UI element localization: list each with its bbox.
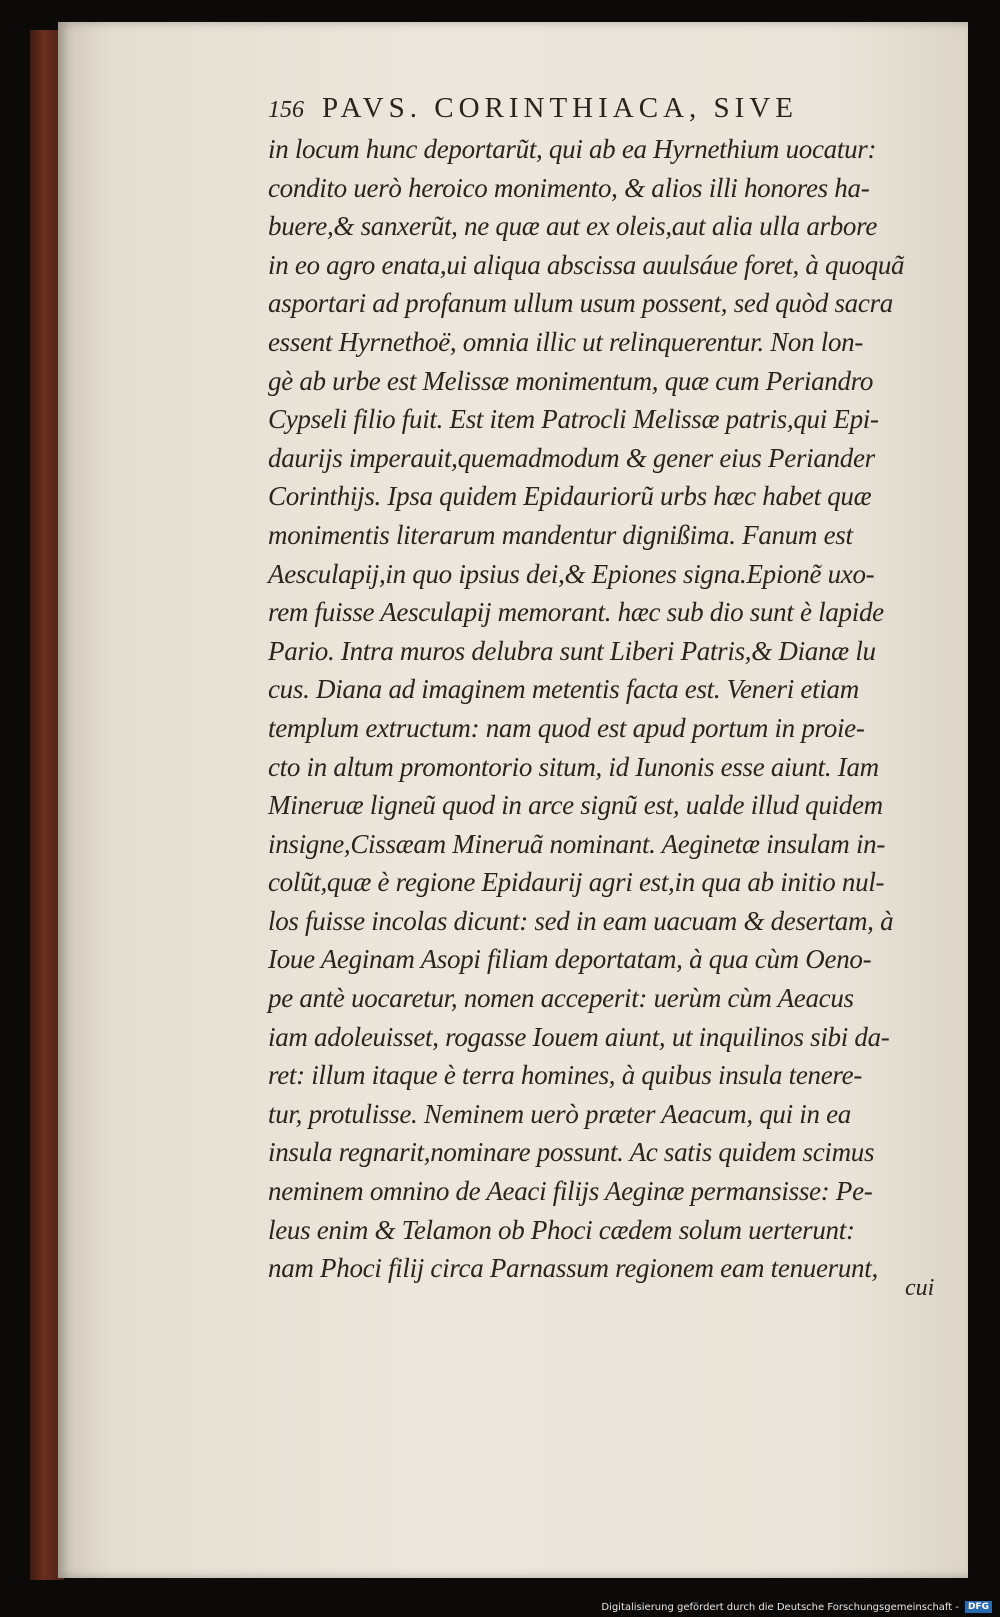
text-line: Aesculapij,in quo ipsius dei,& Epiones signa.Epionẽ uxo- (268, 558, 875, 589)
text-line: cus. Diana ad imaginem metentis facta est. Veneri etiam (268, 674, 859, 705)
text-line: daurijs imperauit,quemadmodum & gener eius Periander (268, 442, 875, 473)
text-line: rem fuisse Aesculapij memorant. hæc sub dio sunt è lapide (268, 597, 884, 628)
catchword: cui (905, 1275, 935, 1301)
text-line: iam adoleuisset, rogasse Iouem aiunt, ut inquilinos sibi da- (268, 1021, 890, 1052)
text-line: Pario. Intra muros delubra sunt Liberi Patris,& Dianæ lu (268, 635, 876, 666)
text-line: Corinthijs. Ipsa quidem Epidauriorũ urbs hæc habet quæ (268, 481, 872, 512)
text-line: pe antè uocaretur, nomen acceperit: uerùm cùm Aeacus (268, 983, 854, 1014)
text-line: Ioue Aeginam Asopi filiam deportatam, à qua cùm Oeno- (268, 944, 872, 975)
digitization-footer (0, 1597, 1000, 1617)
text-line: insigne,Cissæam Mineruã nominant. Aeginetæ insulam in- (268, 828, 886, 859)
text-line: gè ab urbe est Melissæ monimentum, quæ cum Periandro (268, 365, 874, 396)
text-line: ret: illum itaque è terra homines, à quibus insula tenere- (268, 1060, 863, 1091)
text-line: leus enim & Telamon ob Phoci cædem solum uerterunt: (268, 1214, 855, 1245)
dfg-logo: DFG (965, 1601, 992, 1613)
text-line: monimentis literarum mandentur dignißima. Fanum est (268, 519, 853, 550)
body-text (268, 130, 938, 1288)
text-line: los fuisse incolas dicunt: sed in eam uacuam & desertam, à (268, 905, 894, 936)
text-line: essent Hyrnethoë, omnia illic ut relinquerentur. Non lon- (268, 326, 864, 357)
text-line: cto in altum promontorio situm, id Iunonis esse aiunt. Iam (268, 751, 879, 782)
footer-credit: Digitalisierung gefördert durch die Deutsche Forschungsgemeinschaft - (601, 1601, 959, 1613)
text-line: templum extructum: nam quod est apud portum in proie- (268, 712, 865, 743)
text-line: in eo agro enata,ui aliqua abscissa auulsáue foret, à quoquã (268, 249, 905, 280)
text-line: neminem omnino de Aeaci filijs Aeginæ permansisse: Pe- (268, 1176, 873, 1207)
text-line: asportari ad profanum ullum usum possent, sed quòd sacra (268, 288, 893, 319)
text-line: Mineruæ ligneũ quod in arce signũ est, ualde illud quidem (268, 790, 883, 821)
text-line: nam Phoci filij circa Parnassum regionem eam tenuerunt, (268, 1253, 878, 1284)
running-head: PAVS. CORINTHIACA, SIVE (322, 92, 798, 124)
text-line: colũt,quæ è regione Epidaurij agri est,in qua ab initio nul- (268, 867, 885, 898)
page-header (268, 92, 918, 132)
text-line: tur, protulisse. Neminem uerò præter Aeacum, qui in ea (268, 1098, 852, 1129)
page-number: 156 (268, 97, 304, 123)
text-line: Cypseli filio fuit. Est item Patrocli Melissæ patris,qui Epi- (268, 404, 879, 435)
text-line: in locum hunc deportarũt, qui ab ea Hyrnethium uocatur: (268, 134, 877, 164)
text-line: buere,& sanxerũt, ne quæ aut ex oleis,aut alia ulla arbore (268, 211, 878, 242)
text-line: condito uerò heroico monimento, & alios illi honores ha- (268, 172, 870, 203)
text-line: insula regnarit,nominare possunt. Ac satis quidem scimus (268, 1137, 875, 1168)
